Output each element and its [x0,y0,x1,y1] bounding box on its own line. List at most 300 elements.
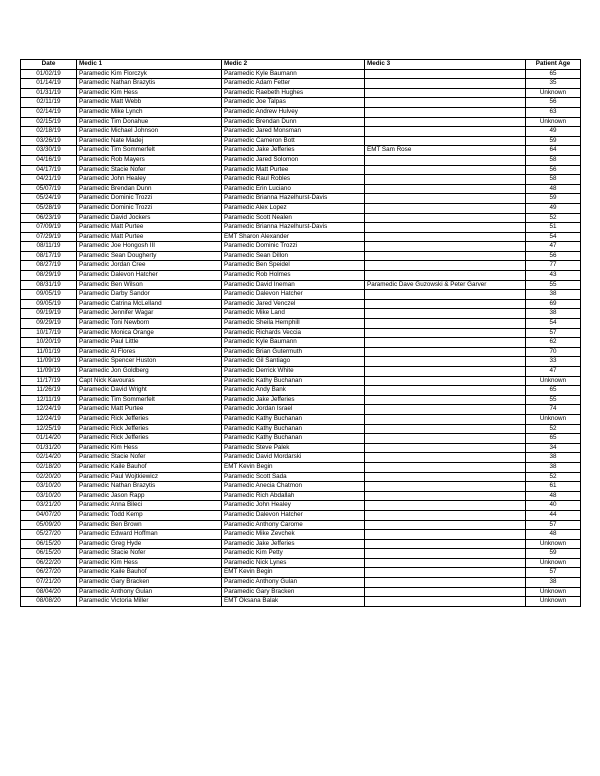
medic-1-cell: Paramedic Todd Kemp [77,510,222,520]
table-row [21,136,581,146]
table-row [21,491,581,501]
date-cell: 06/15/20 [21,539,77,549]
patient-age-cell: 47 [526,242,581,252]
patient-age-cell: 65 [526,386,581,396]
medic-3-cell [365,501,526,511]
medic-2-cell: Paramedic Erin Luciano [222,184,365,194]
table-row [21,107,581,117]
patient-age-cell: Unknown [526,597,581,607]
medic-2-cell: Paramedic Dalevon Hatcher [222,510,365,520]
medic-1-cell: Paramedic Tim Sommerfelt [77,146,222,156]
medic-3-cell [365,203,526,213]
medic-3-cell [365,386,526,396]
medic-2-cell: Paramedic Kathy Buchanan [222,434,365,444]
medic-2-cell: Paramedic Ben Speidel [222,261,365,271]
medic-1-cell: Paramedic David Wright [77,386,222,396]
medic-3-cell [365,530,526,540]
table-row [21,98,581,108]
table-row [21,482,581,492]
table-row [21,319,581,329]
medic-2-cell: Paramedic Kathy Buchanan [222,376,365,386]
patient-age-cell: 70 [526,347,581,357]
medic-2-cell: EMT Kevin Begin [222,568,365,578]
medic-3-cell [365,98,526,108]
table-row [21,520,581,530]
medic-2-cell: Paramedic Kyle Baumann [222,338,365,348]
date-cell: 01/14/20 [21,434,77,444]
table-row [21,414,581,424]
medic-1-cell: Paramedic Tim Sommerfelt [77,395,222,405]
date-cell: 10/17/19 [21,328,77,338]
medic-2-cell: Paramedic Gil Santiago [222,357,365,367]
medic-1-cell: Paramedic Al Flores [77,347,222,357]
date-cell: 02/15/19 [21,117,77,127]
patient-age-cell: 56 [526,165,581,175]
column-header-patient-age: Patient Age [526,60,581,70]
patient-age-cell: 69 [526,299,581,309]
medic-1-cell: Paramedic Tim Donahue [77,117,222,127]
medic-1-cell: Paramedic Greg Hyde [77,539,222,549]
patient-age-cell: 59 [526,136,581,146]
patient-age-cell: 56 [526,98,581,108]
medic-1-cell: Paramedic Jon Goldberg [77,367,222,377]
medic-1-cell: Paramedic Ben Brown [77,520,222,530]
table-row [21,395,581,405]
date-cell: 08/29/19 [21,271,77,281]
patient-age-cell: 38 [526,453,581,463]
patient-age-cell: 55 [526,395,581,405]
table-row [21,328,581,338]
table-row [21,280,581,290]
date-cell: 05/24/19 [21,194,77,204]
medic-3-cell [365,434,526,444]
patient-age-cell: 64 [526,146,581,156]
medic-1-cell: Paramedic Matt Purtee [77,405,222,415]
medic-3-cell [365,290,526,300]
medic-3-cell [365,213,526,223]
medic-3-cell [365,88,526,98]
medic-3-cell [365,251,526,261]
table-row [21,472,581,482]
patient-age-cell: 43 [526,271,581,281]
column-header-medic-3: Medic 3 [365,60,526,70]
medic-1-cell: Paramedic Nathan Brazytis [77,79,222,89]
medic-1-cell: Paramedic Anthony Gulan [77,587,222,597]
date-cell: 07/09/19 [21,223,77,233]
medic-3-cell [365,79,526,89]
medic-2-cell: Paramedic Brianna Hazelhurst-Davis [222,194,365,204]
date-cell: 05/27/20 [21,530,77,540]
patient-age-cell: 38 [526,462,581,472]
date-cell: 06/27/20 [21,568,77,578]
medic-3-cell [365,482,526,492]
medic-1-cell: Paramedic Nathan Brazytis [77,482,222,492]
medic-2-cell: Paramedic Gary Bracken [222,587,365,597]
date-cell: 03/10/20 [21,482,77,492]
medic-3-cell [365,491,526,501]
medic-1-cell: Paramedic Stacie Nofer [77,165,222,175]
date-cell: 01/31/20 [21,443,77,453]
table-row [21,357,581,367]
date-cell: 06/15/20 [21,549,77,559]
date-cell: 11/01/19 [21,347,77,357]
patient-age-cell: 77 [526,261,581,271]
medic-2-cell: Paramedic Raul Robles [222,175,365,185]
medic-1-cell: Paramedic Nate Madej [77,136,222,146]
patient-age-cell: 54 [526,232,581,242]
medic-2-cell: EMT Kevin Begin [222,462,365,472]
medic-2-cell: Paramedic Kyle Baumann [222,69,365,79]
medic-2-cell: Paramedic David Ineman [222,280,365,290]
medic-1-cell: Paramedic Matt Purtee [77,232,222,242]
date-cell: 02/11/19 [21,98,77,108]
patient-age-cell: 48 [526,530,581,540]
medic-1-cell: Paramedic Monica Orange [77,328,222,338]
medic-2-cell: Paramedic Anthony Gulan [222,578,365,588]
medic-3-cell [365,424,526,434]
table-row [21,462,581,472]
medic-3-cell: EMT Sam Rose [365,146,526,156]
table-row [21,338,581,348]
patient-age-cell: 58 [526,155,581,165]
medic-3-cell [365,69,526,79]
medic-1-cell: Paramedic Paul Wojtkiewicz [77,472,222,482]
medic-roster-table [20,59,581,607]
date-cell: 03/21/20 [21,501,77,511]
medic-2-cell: Paramedic Kim Petty [222,549,365,559]
date-cell: 02/18/20 [21,462,77,472]
medic-1-cell: Paramedic Anna Bileci [77,501,222,511]
date-cell: 12/24/19 [21,414,77,424]
table-row [21,434,581,444]
patient-age-cell: 52 [526,213,581,223]
date-cell: 02/18/19 [21,127,77,137]
patient-age-cell: 38 [526,290,581,300]
medic-1-cell: Paramedic Dominic Trozzi [77,203,222,213]
medic-3-cell [365,405,526,415]
table-row [21,117,581,127]
table-row [21,88,581,98]
date-cell: 01/02/19 [21,69,77,79]
patient-age-cell: 57 [526,520,581,530]
patient-age-cell: 49 [526,203,581,213]
table-row [21,453,581,463]
table-row [21,175,581,185]
medic-1-cell: Paramedic Spencer Huston [77,357,222,367]
date-cell: 03/26/19 [21,136,77,146]
medic-3-cell [365,395,526,405]
date-cell: 08/27/19 [21,261,77,271]
medic-1-cell: Paramedic Rick Jefferies [77,434,222,444]
medic-1-cell: Paramedic Ben Wilson [77,280,222,290]
table-row [21,203,581,213]
medic-1-cell: Paramedic Darby Sandor [77,290,222,300]
patient-age-cell: 62 [526,338,581,348]
patient-age-cell: 59 [526,549,581,559]
table-row [21,309,581,319]
medic-3-cell [365,127,526,137]
medic-3-cell [365,520,526,530]
date-cell: 01/14/19 [21,79,77,89]
table-row [21,367,581,377]
patient-age-cell: Unknown [526,376,581,386]
medic-3-cell [365,357,526,367]
medic-2-cell: Paramedic Richards Veccia [222,328,365,338]
medic-1-cell: Paramedic John Healey [77,175,222,185]
table-row [21,155,581,165]
date-cell: 06/22/20 [21,558,77,568]
medic-2-cell: Paramedic Rich Abdallah [222,491,365,501]
date-cell: 11/17/19 [21,376,77,386]
medic-3-cell [365,175,526,185]
patient-age-cell: 47 [526,367,581,377]
date-cell: 04/07/20 [21,510,77,520]
medic-3-cell [365,597,526,607]
medic-1-cell: Paramedic Toni Newborn [77,319,222,329]
date-cell: 05/28/19 [21,203,77,213]
date-cell: 07/29/19 [21,232,77,242]
medic-1-cell: Paramedic Michael Johnson [77,127,222,137]
medic-2-cell: Paramedic Sean Dillon [222,251,365,261]
medic-3-cell [365,587,526,597]
medic-2-cell: Paramedic Cameron Bott [222,136,365,146]
patient-age-cell: 55 [526,280,581,290]
medic-2-cell: Paramedic Jared Monsman [222,127,365,137]
table-row [21,578,581,588]
patient-age-cell: 63 [526,107,581,117]
medic-3-cell [365,347,526,357]
patient-age-cell: 44 [526,510,581,520]
medic-3-cell [365,136,526,146]
medic-2-cell: Paramedic Joe Talpas [222,98,365,108]
date-cell: 10/20/19 [21,338,77,348]
medic-3-cell [365,107,526,117]
medic-1-cell: Paramedic Victoria Miller [77,597,222,607]
medic-2-cell: Paramedic Sheila Hemphill [222,319,365,329]
table-row [21,213,581,223]
date-cell: 08/04/20 [21,587,77,597]
medic-2-cell: Paramedic Jake Jefferies [222,146,365,156]
date-cell: 04/21/19 [21,175,77,185]
medic-1-cell: Paramedic Stacie Nofer [77,453,222,463]
table-row [21,242,581,252]
medic-2-cell: Paramedic Brianna Hazelhurst-Davis [222,223,365,233]
patient-age-cell: Unknown [526,88,581,98]
medic-1-cell: Paramedic Jennifer Wagar [77,309,222,319]
patient-age-cell: Unknown [526,117,581,127]
table-row [21,558,581,568]
medic-3-cell [365,299,526,309]
header-row [21,60,581,70]
medic-3-cell [365,242,526,252]
medic-1-cell: Paramedic Matt Purtee [77,223,222,233]
date-cell: 11/26/19 [21,386,77,396]
medic-2-cell: Paramedic Dalevon Hatcher [222,290,365,300]
patient-age-cell: 38 [526,309,581,319]
medic-2-cell: Paramedic Raebeth Hughes [222,88,365,98]
patient-age-cell: 59 [526,194,581,204]
date-cell: 11/09/19 [21,367,77,377]
medic-1-cell: Paramedic Kaile Bauhof [77,568,222,578]
table-row [21,271,581,281]
medic-1-cell: Paramedic Stacie Nofer [77,549,222,559]
medic-2-cell: Paramedic David Mordarski [222,453,365,463]
medic-3-cell [365,223,526,233]
medic-3-cell [365,184,526,194]
table-row [21,376,581,386]
patient-age-cell: 65 [526,434,581,444]
medic-2-cell: Paramedic Scott Nealen [222,213,365,223]
table-row [21,299,581,309]
medic-3-cell [365,338,526,348]
medic-2-cell: Paramedic Derrick White [222,367,365,377]
patient-age-cell: 40 [526,501,581,511]
patient-age-cell: 35 [526,79,581,89]
medic-3-cell [365,155,526,165]
medic-1-cell: Paramedic Brendan Dunn [77,184,222,194]
table-row [21,251,581,261]
patient-age-cell: Unknown [526,539,581,549]
date-cell: 05/07/19 [21,184,77,194]
medic-2-cell: Paramedic Rob Holmes [222,271,365,281]
medic-3-cell [365,472,526,482]
date-cell: 04/16/19 [21,155,77,165]
medic-3-cell [365,414,526,424]
table-row [21,347,581,357]
patient-age-cell: 57 [526,568,581,578]
date-cell: 06/23/19 [21,213,77,223]
medic-2-cell: Paramedic Kathy Buchanan [222,424,365,434]
table-row [21,69,581,79]
medic-1-cell: Paramedic Sean Dougherty [77,251,222,261]
table-row [21,549,581,559]
medic-1-cell: Paramedic Mike Lynch [77,107,222,117]
medic-1-cell: Paramedic Kim Florczyk [77,69,222,79]
patient-age-cell: 48 [526,184,581,194]
medic-3-cell [365,510,526,520]
date-cell: 03/10/20 [21,491,77,501]
medic-2-cell: Paramedic Andrew Hulvey [222,107,365,117]
date-cell: 07/21/20 [21,578,77,588]
table-row [21,146,581,156]
date-cell: 09/05/19 [21,290,77,300]
medic-2-cell: Paramedic Matt Purtee [222,165,365,175]
date-cell: 04/17/19 [21,165,77,175]
patient-age-cell: 51 [526,223,581,233]
medic-1-cell: Paramedic Dalevon Hatcher [77,271,222,281]
medic-3-cell [365,194,526,204]
column-header-medic-2: Medic 2 [222,60,365,70]
medic-2-cell: Paramedic Brendan Dunn [222,117,365,127]
medic-2-cell: Paramedic John Healey [222,501,365,511]
date-cell: 11/09/19 [21,357,77,367]
patient-age-cell: 57 [526,328,581,338]
column-header-date: Date [21,60,77,70]
table-row [21,568,581,578]
medic-1-cell: Paramedic Matt Webb [77,98,222,108]
column-header-medic-1: Medic 1 [77,60,222,70]
medic-1-cell: Paramedic Kim Hess [77,443,222,453]
date-cell: 02/14/19 [21,107,77,117]
medic-2-cell: Paramedic Kathy Buchanan [222,414,365,424]
medic-2-cell: Paramedic Dominic Trozzi [222,242,365,252]
medic-3-cell [365,453,526,463]
date-cell: 08/31/19 [21,280,77,290]
table-row [21,597,581,607]
medic-2-cell: Paramedic Jake Jefferies [222,539,365,549]
patient-age-cell: 52 [526,424,581,434]
medic-2-cell: Paramedic Adam Fetter [222,79,365,89]
patient-age-cell: 49 [526,127,581,137]
medic-2-cell: Paramedic Steve Palek [222,443,365,453]
patient-age-cell: 58 [526,175,581,185]
medic-2-cell: EMT Oksana Balak [222,597,365,607]
patient-age-cell: 52 [526,472,581,482]
patient-age-cell: 61 [526,482,581,492]
date-cell: 03/30/19 [21,146,77,156]
medic-3-cell [365,232,526,242]
medic-1-cell: Paramedic Jordan Cree [77,261,222,271]
medic-2-cell: Paramedic Jake Jefferies [222,395,365,405]
medic-3-cell [365,443,526,453]
medic-3-cell [365,165,526,175]
table-row [21,501,581,511]
medic-1-cell: Paramedic Paul Little [77,338,222,348]
date-cell: 12/25/19 [21,424,77,434]
date-cell: 02/20/20 [21,472,77,482]
medic-2-cell: Paramedic Mike Zevchek [222,530,365,540]
table-row [21,587,581,597]
medic-2-cell: Paramedic Mike Land [222,309,365,319]
medic-3-cell [365,558,526,568]
medic-1-cell: Paramedic Rob Mayers [77,155,222,165]
patient-age-cell: 65 [526,69,581,79]
table-row [21,443,581,453]
patient-age-cell: Unknown [526,587,581,597]
patient-age-cell: Unknown [526,414,581,424]
patient-age-cell: 33 [526,357,581,367]
date-cell: 05/09/20 [21,520,77,530]
patient-age-cell: 54 [526,319,581,329]
table-body [21,69,581,606]
medic-1-cell: Capt Nick Kavouras [77,376,222,386]
table-row [21,165,581,175]
medic-3-cell: Paramedic Dave Guzowski & Peter Garver [365,280,526,290]
table-row [21,510,581,520]
medic-3-cell [365,462,526,472]
patient-age-cell: 38 [526,578,581,588]
medic-1-cell: Paramedic Rick Jefferies [77,414,222,424]
medic-2-cell: Paramedic Brian Gutermuth [222,347,365,357]
medic-2-cell: EMT Sharon Alexander [222,232,365,242]
medic-1-cell: Paramedic Catrina McLelland [77,299,222,309]
date-cell: 09/19/19 [21,309,77,319]
medic-2-cell: Paramedic Anthony Carome [222,520,365,530]
medic-3-cell [365,261,526,271]
table-row [21,386,581,396]
medic-1-cell: Paramedic Edward Hoffman [77,530,222,540]
medic-3-cell [365,376,526,386]
date-cell: 09/05/19 [21,299,77,309]
medic-1-cell: Paramedic Dominic Trozzi [77,194,222,204]
date-cell: 08/11/19 [21,242,77,252]
table-row [21,184,581,194]
medic-3-cell [365,568,526,578]
date-cell: 12/11/19 [21,395,77,405]
medic-2-cell: Paramedic Scott Sada [222,472,365,482]
medic-1-cell: Paramedic Kim Hess [77,558,222,568]
medic-3-cell [365,309,526,319]
